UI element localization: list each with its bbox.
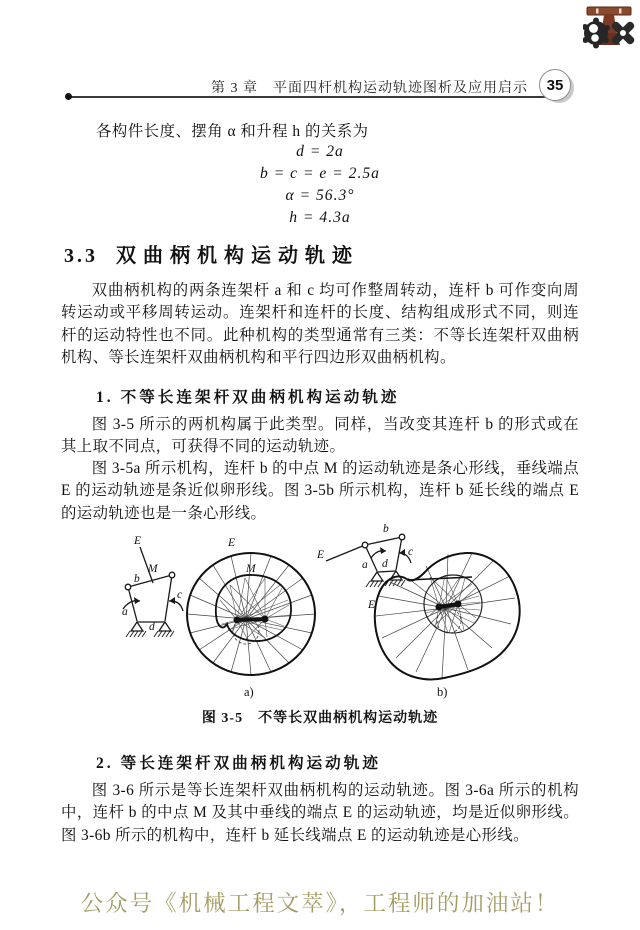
- equation-h: h = 4.3a: [289, 209, 351, 226]
- publisher-logo-icon: [583, 3, 635, 51]
- label-E-trajectory-b: E: [368, 599, 376, 611]
- paragraph-4: 图 3-6 所示是等长连架杆双曲柄机构的运动轨迹。图 3-6a 所示的机构中，连杆 b 的中点 M 及其中垂线的端点 E 的运动轨迹，均是近似卵形线。图 3-6b 所示的机构中，连杆 b 延长线端点 E 的运动轨迹是心形线。: [61, 782, 579, 844]
- figure-3-5: [60, 520, 580, 706]
- equation-bce: b = c = e = 2.5a: [260, 165, 380, 182]
- equation-d: d = 2a: [296, 143, 344, 160]
- label-M-trajectory-a: M: [246, 563, 256, 575]
- paragraph-3: 图 3-5a 所示机构，连杆 b 的中点 M 的运动轨迹是条心形线，垂线端点 E 的运动轨迹是条近似卵形线。图 3-5b 所示机构，连杆 b 延长线的端点 E 的运动轨迹也是一条心形线。: [61, 460, 579, 522]
- subheading-1: 1. 不等长连架杆双曲柄机构运动轨迹: [96, 389, 400, 406]
- label-a-mech-b: a: [362, 559, 368, 571]
- label-a: a: [122, 606, 128, 618]
- subfigure-b-label: b): [437, 685, 448, 699]
- mechanism-b-diagram: [326, 534, 414, 587]
- paragraph-2: 图 3-5 所示的两机构属于此类型。同样，当改变其连杆 b 的形式或在其上取不同点，可获得不同的运动轨迹。: [61, 416, 579, 456]
- footer-promo-text: 公众号《机械工程文萃》，工程师的加油站！: [80, 891, 560, 916]
- label-E-trajectory-a: E: [228, 537, 236, 549]
- subfigure-a-label: a): [244, 685, 254, 699]
- label-b-mech-b: b: [383, 523, 389, 535]
- equation-alpha: α = 56.3°: [285, 187, 355, 204]
- equation-block: [61, 141, 579, 229]
- section-heading: [64, 239, 359, 268]
- label-d-mech-b: d: [382, 558, 388, 570]
- label-E: E: [134, 535, 142, 547]
- figure-3-5-drawing: [60, 520, 580, 706]
- subheading-2: 2. 等长连架杆双曲柄机构运动轨迹: [96, 755, 381, 772]
- paragraph-1: 双曲柄机构的两条连架杆 a 和 c 均可作整周转动，连杆 b 可作变向周转运动或平移周转运动。连架杆和连杆的长度、结构组成形式不同，则连杆的运动特性也不同。此种机构的类型通常有三类：不等长连架杆双曲柄机构、等长连架杆双曲柄机构和平行四边形双曲柄机构。: [61, 282, 579, 366]
- label-c-mech-b: c: [408, 546, 414, 558]
- label-c: c: [177, 589, 183, 601]
- header-rule: [68, 96, 545, 98]
- running-header: 第 3 章 平面四杆机构运动轨迹图析及应用启示: [211, 81, 528, 96]
- label-M: M: [148, 563, 158, 575]
- label-d: d: [149, 621, 155, 633]
- section-number: 3.3: [64, 245, 98, 267]
- header-bullet: [65, 93, 72, 100]
- figure-caption: 图 3-5 不等长双曲柄机构运动轨迹: [201, 711, 439, 726]
- label-b: b: [134, 573, 140, 585]
- section-title: 双曲柄机构运动轨迹: [116, 245, 359, 267]
- intro-line: 各构件长度、摆角 α 和升程 h 的关系为: [96, 123, 369, 140]
- label-E-mech-b: E: [317, 549, 325, 561]
- page-number-badge: 35: [539, 69, 571, 101]
